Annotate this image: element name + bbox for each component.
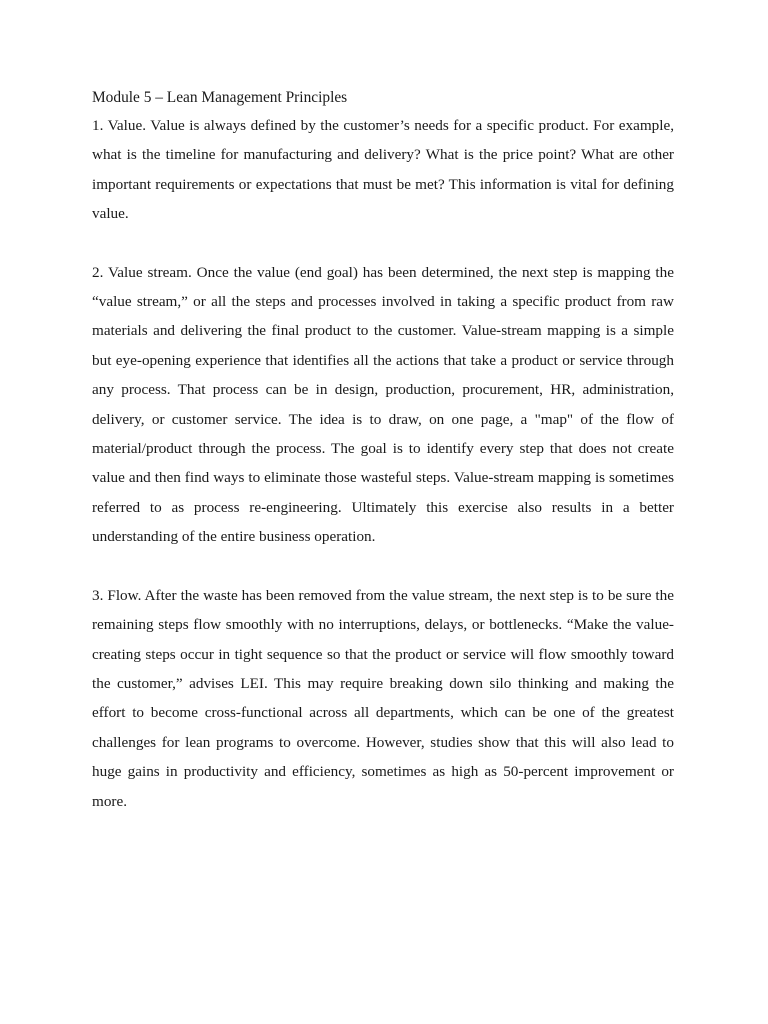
paragraph-value-stream: 2. Value stream. Once the value (end goal) has been determined, the next step is mapping the “value stream,” or all the steps and processes involved in taking a specific product from raw materials and delivering the final product to the customer. Value-stream mapping is a simple but eye-opening experience that identifies all the actions that take a product or service through any process. That process can be in design, production, procurement, HR, administration, delivery, or customer service. The idea is to draw, on one page, a "map" of the flow of material/product through the process. The goal is to identify every step that does not create value and then find ways to eliminate those wasteful steps. Value-stream mapping is sometimes referred to as process re-engineering. Ultimately this exercise also results in a better understanding of the entire business operation. xyxy=(92,263,674,546)
document-title: Module 5 – Lean Management Principles xyxy=(92,89,348,106)
paragraph-value: 1. Value. Value is always defined by the customer’s needs for a specific product. For example, what is the timeline for manufacturing and delivery? What is the price point? What are other important requirements or expectations that must be met? This information is vital for defining value. xyxy=(92,117,674,223)
paragraph-spacer xyxy=(92,552,674,581)
paragraph-flow: 3. Flow. After the waste has been removed from the value stream, the next step is to be sure the remaining steps flow smoothly with no interruptions, delays, or bottlenecks. “Make the value-creating steps occur in tight sequence so that the product or service will flow smoothly toward the customer,” advises LEI. This may require breaking down silo thinking and making the effort to become cross-functional across all departments, which can be one of the greatest challenges for lean programs to overcome. However, studies show that this will also lead to huge gains in productivity and efficiency, sometimes as high as 50-percent improvement or more. xyxy=(92,586,674,810)
document-body xyxy=(92,86,674,816)
paragraph-spacer xyxy=(92,229,674,258)
